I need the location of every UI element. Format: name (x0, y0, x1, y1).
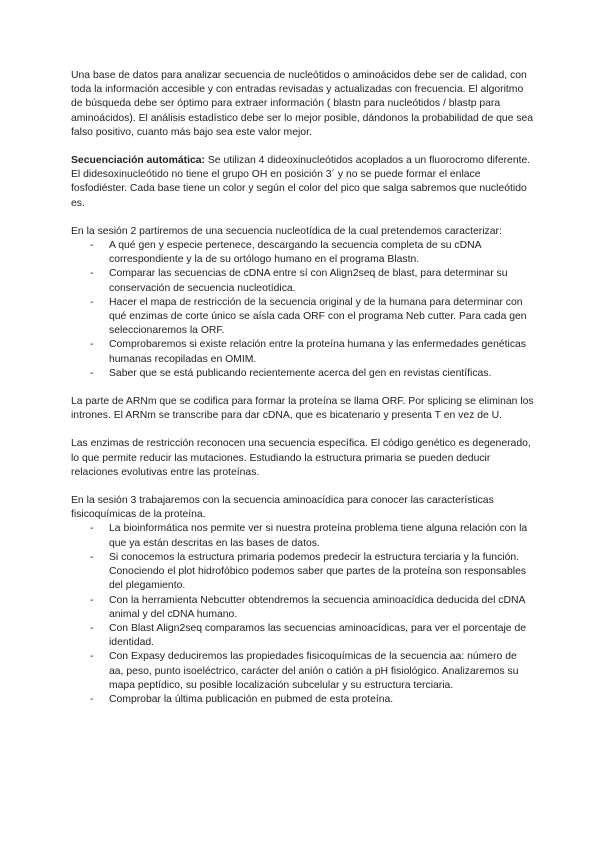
list-item (71, 594, 534, 622)
list-item (71, 239, 534, 267)
session2-intro: En la sesión 2 partiremos de una secuencia nucleotídica de la cual pretendemos caracterizar: (71, 225, 502, 237)
list-item (71, 267, 534, 295)
arnm-paragraph: La parte de ARNm que se codifica para formar la proteína se llama ORF. Por splicing se eliminan los intrones. El ARNm se transcribe para dar cDNA, que es bicatenario y presenta T en vez de U. (71, 396, 534, 422)
list-item-text: Saber que se está publicando recientemente acerca del gen en revistas científicas. (109, 367, 492, 379)
list-item (71, 338, 534, 366)
session3-intro: En la sesión 3 trabajaremos con la secuencia aminoacídica para conocer las características fisicoquímicas de la proteína. (71, 495, 494, 521)
bullet-dash: - (90, 367, 94, 379)
list-item (71, 367, 534, 381)
list-item-text: Si conocemos la estructura primaria podemos predecir la estructura terciaria y la función. Conociendo el plot hidrofóbico podemos saber que partes de la proteína son responsables del plegamiento. (109, 551, 527, 592)
automatic-sequencing-heading: Secuenciación automática: (71, 155, 205, 167)
list-item-text: Comprobar la última publicación en pubmed de esta proteína. (109, 693, 394, 705)
list-item-text: A qué gen y especie pertenece, descargando la secuencia completa de su cDNA correspondiente y la de su ortólogo humano en el programa Blastn. (109, 240, 481, 266)
list-item (71, 522, 534, 550)
session3-list (71, 522, 534, 707)
session2-list (71, 239, 534, 381)
session2-section (71, 225, 534, 381)
bullet-dash: - (90, 651, 94, 663)
restriction-enzymes-paragraph: Las enzimas de restricción reconocen una secuencia específica. El código genético es degenerado, lo que permite reducir las mutaciones. Estudiando la estructura primaria se pueden deducir relaciones evolutivas entre las proteínas. (71, 438, 531, 478)
bullet-dash: - (90, 240, 94, 252)
list-item (71, 551, 534, 594)
list-item (71, 622, 534, 650)
bullet-dash: - (90, 693, 94, 705)
list-item (71, 693, 534, 707)
list-item-text: Con Expasy deduciremos las propiedades fisicoquímicas de la secuencia aa: número de aa, peso, punto isoeléctrico, carácter del anión o catión a pH fisiológico. Analizaremos su mapa peptídico, su posible localización subcelular y su estructura terciaria. (109, 651, 519, 691)
list-item-text: Comprobaremos si existe relación entre la proteína humana y las enfermedades genéticas humanas recopiladas en OMIM. (109, 339, 527, 365)
list-item (71, 650, 534, 693)
intro-paragraph: Una base de datos para analizar secuencia de nucleótidos o aminoácidos debe ser de calidad, con toda la información accesible y con entradas revisadas y actualizadas con frecuencia. El algoritmo de búsqueda debe ser óptimo para extraer información ( blastn para nucleótidos / blastp para aminoácidos). El análisis estadístico debe ser lo mejor posible, dándonos la probabilidad de que sea falso positivo, cuanto más bajo sea este valor mejor. (71, 70, 534, 138)
list-item-text: Hacer el mapa de restricción de la secuencia original y de la humana para determinar con qué enzimas de corte único se aísla cada ORF con el programa Neb cutter. Para cada gen seleccionaremos la ORF. (109, 296, 527, 337)
list-item-text: Con Blast Align2seq comparamos las secuencias aminoacídicas, para ver el porcentaje de identidad. (109, 622, 527, 649)
session3-section (71, 494, 534, 707)
bullet-dash: - (90, 268, 94, 280)
list-item-text: Comparar las secuencias de cDNA entre sí con Align2seq de blast, para determinar su conservación de secuencia nucleotídica. (109, 268, 508, 294)
list-item-text: Con la herramienta Nebcutter obtendremos la secuencia aminoacídica deducida del cDNA animal y del cDNA humano. (109, 594, 525, 620)
list-item-text: La bioinformática nos permite ver si nuestra proteína problema tiene alguna relación con la que ya están descritas en las bases de datos. (109, 523, 528, 549)
bullet-dash: - (90, 523, 94, 535)
bullet-dash: - (90, 551, 94, 563)
automatic-sequencing-text: Se utilizan 4 dideoxinucleótidos acoplados a un fluorocromo diferente. El didesoxinucleótido no tiene el grupo OH en posición 3´ y no se puede formar el enlace fosfodiéster. Cada base tiene un color y según el color del pico que salga sabremos que nucleótido es. (71, 155, 531, 209)
bullet-dash: - (90, 296, 94, 308)
list-item (71, 296, 534, 339)
bullet-dash: - (90, 622, 94, 634)
bullet-dash: - (90, 594, 94, 606)
automatic-sequencing-paragraph (71, 154, 534, 211)
bullet-dash: - (90, 339, 94, 351)
